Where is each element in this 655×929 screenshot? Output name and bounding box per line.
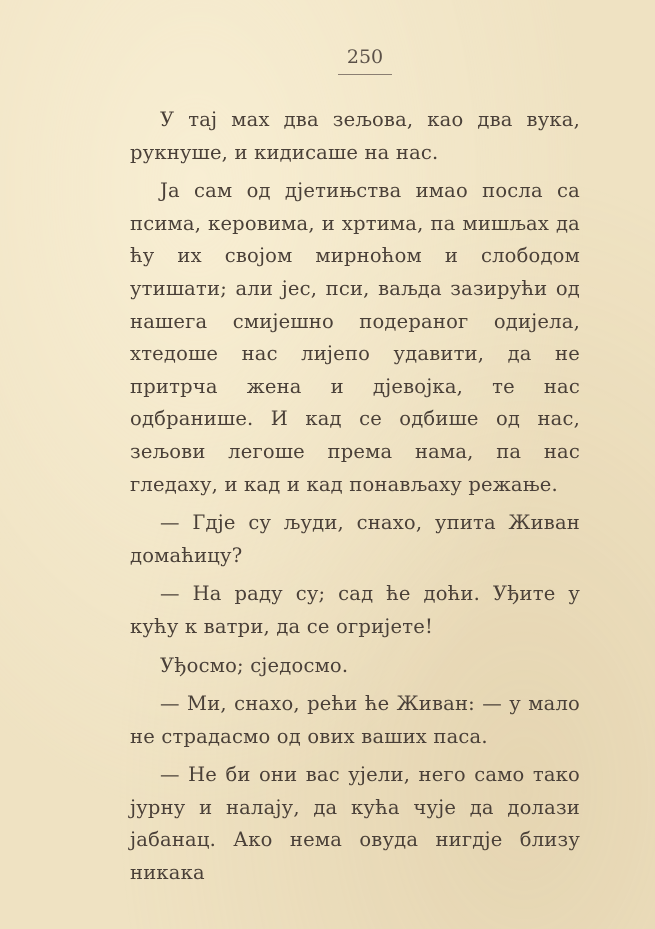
- paragraph: — Ми, снахо, рећи ће Живан: — у мало не страдасмо од ових ваших паса.: [130, 692, 580, 748]
- body-text: [130, 104, 580, 890]
- paragraph: — Не би они вас ујели, него само тако јурну и налају, да кућа чује да долази јабанац. Ако нема овуда нигдје близу никака: [130, 763, 580, 885]
- paragraph: — На раду су; сад ће доћи. Уђите у кућу к ватри, да се огријете!: [130, 582, 580, 638]
- page-number-rule: [338, 74, 392, 75]
- page-number: 250: [346, 46, 384, 68]
- paragraph: Уђосмо; сједосмо.: [160, 653, 349, 677]
- paragraph: Ја сам од дјетињства имао посла са псима, керовима, и хртима, па мишљах да ћу их својом мирноћом и слободом утишати; али јес, пси, ваљда зазирући од нашега смијешно подераног одијела, хтедоше нас лијепо удавити, да не притрча жена и дјевојка, те нас одбранише. И кад се одбише од нас, зељови легоше према нама, па нас гледаху, и кад и кад понављаху режање.: [130, 179, 580, 496]
- paragraph: — Гдје су људи, снахо, упита Живан домаћицу?: [130, 511, 580, 567]
- paragraph: У тај мах два зељова, као два вука, рукнуше, и кидисаше на нас.: [130, 108, 580, 164]
